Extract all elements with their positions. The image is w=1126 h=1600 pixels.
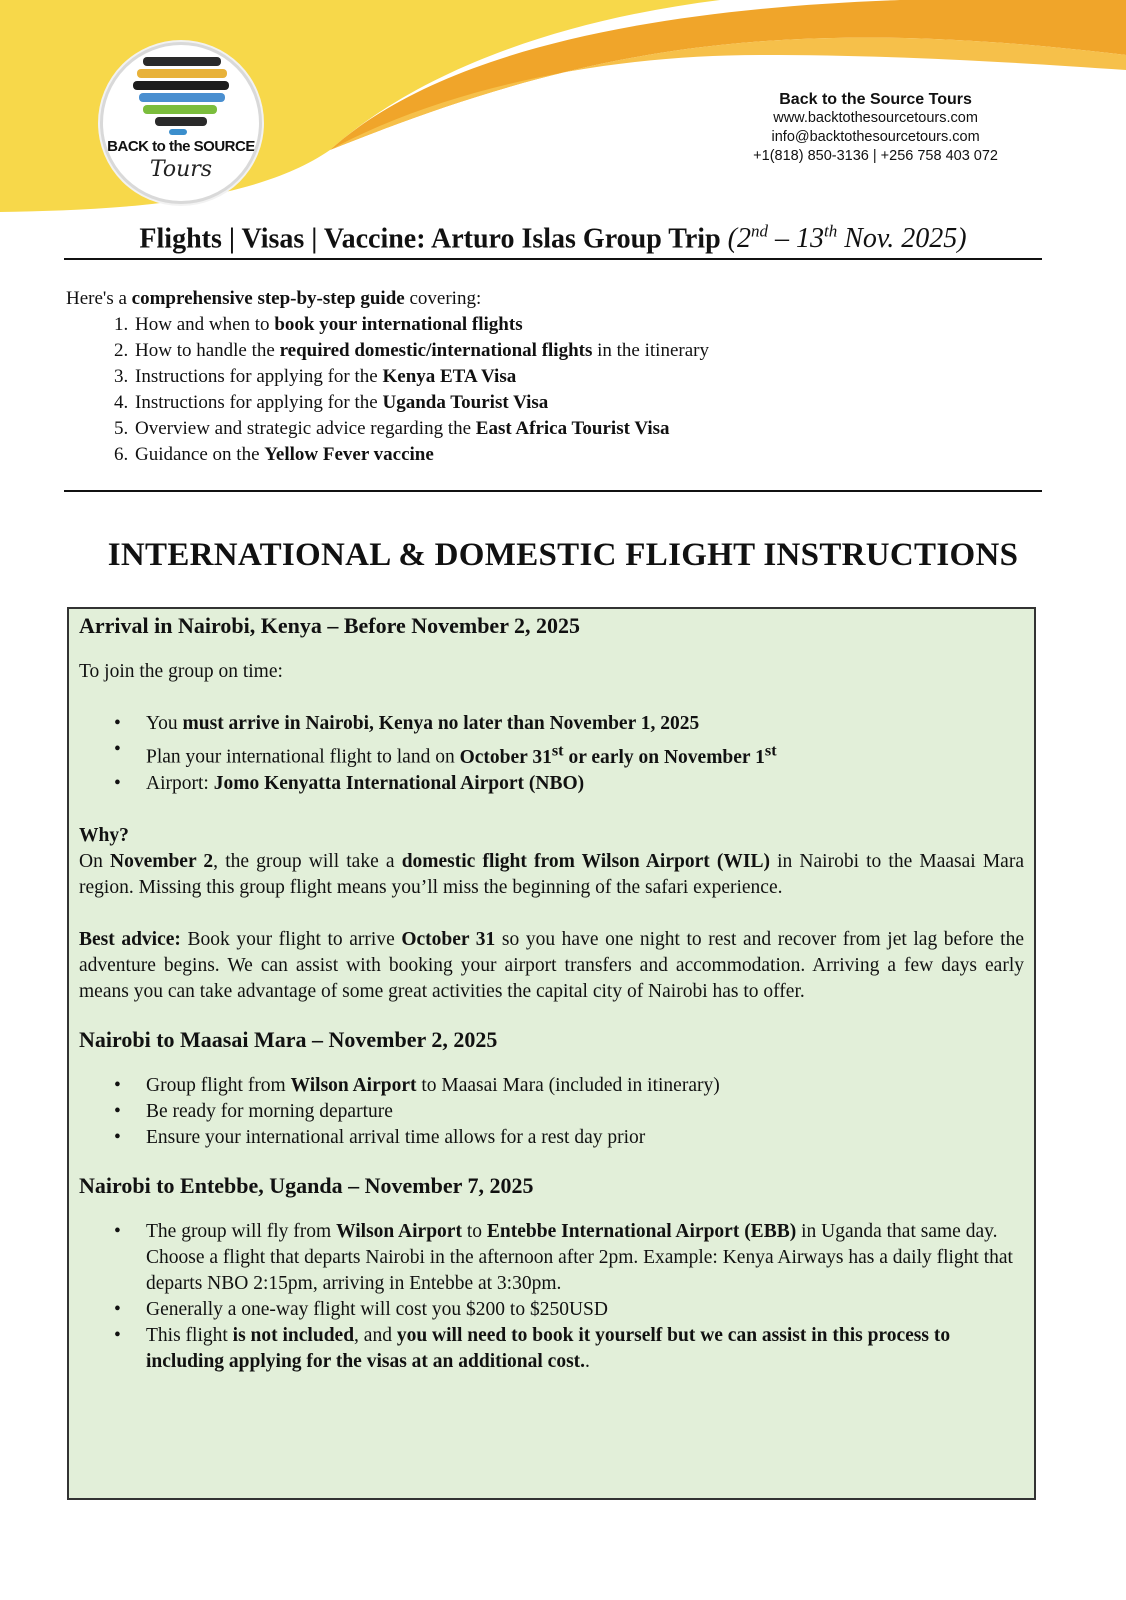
list-item: • The group will fly from Wilson Airport to Entebbe International Airport (EBB) in Uganda that same day. Choose a flight that departs Nairobi in the afternoon after 2pm. Example: Kenya Airways has a daily flight that departs NBO 2:15pm, arriving in Entebbe at 3:30pm. bbox=[146, 1219, 1024, 1297]
company-website[interactable]: www.backtothesourcetours.com bbox=[773, 110, 978, 126]
list-item: • Group flight from Wilson Airport to Maasai Mara (included in itinerary) bbox=[146, 1073, 1024, 1099]
why-label: Why? bbox=[79, 824, 129, 846]
company-email[interactable]: info@backtothesourcetours.com bbox=[771, 129, 980, 145]
why-text: On November 2, the group will take a domestic flight from Wilson Airport (WIL) in Nairobi to the Maasai Mara region. Missing this group flight means you’ll miss the beginning of the safari experience. bbox=[79, 850, 1024, 898]
flight-instructions-box bbox=[67, 607, 1036, 1500]
guide-item: 2. How to handle the required domestic/international flights in the itinerary bbox=[133, 338, 1026, 364]
guide-item: 6. Guidance on the Yellow Fever vaccine bbox=[133, 442, 1026, 468]
arrival-list bbox=[79, 711, 1024, 797]
intro-divider bbox=[64, 490, 1042, 492]
section-heading: INTERNATIONAL & DOMESTIC FLIGHT INSTRUCTIONS bbox=[107, 537, 1019, 573]
company-name: Back to the Source Tours bbox=[779, 91, 972, 108]
mara-list bbox=[79, 1073, 1024, 1151]
best-advice: Best advice: Book your flight to arrive October 31 so you have one night to rest and recover from jet lag before the adventure begins. We can assist with booking your airport transfers and accommodation. Arriving a few days early means you can take advantage of some great activities the capital city of Nairobi has to offer. bbox=[79, 928, 1024, 1002]
logo-wordmark: BACK to the SOURCE bbox=[107, 138, 255, 155]
company-phone: +1(818) 850-3136 | +256 758 403 072 bbox=[753, 148, 998, 164]
title-divider bbox=[64, 258, 1042, 260]
guide-item: 5. Overview and strategic advice regarding the East Africa Tourist Visa bbox=[133, 416, 1026, 442]
guide-item: 4. Instructions for applying for the Uganda Tourist Visa bbox=[133, 390, 1026, 416]
title-dates: (2nd – 13th Nov. 2025) bbox=[727, 222, 967, 255]
intro-section bbox=[66, 286, 1026, 468]
guide-item: 1. How and when to book your international flights bbox=[133, 312, 1026, 338]
company-contact bbox=[753, 90, 998, 166]
intro-lead: Here's a comprehensive step-by-step guide covering: bbox=[66, 288, 482, 309]
entebbe-heading: Nairobi to Entebbe, Uganda – November 7, 2025 bbox=[79, 1172, 534, 1198]
arrival-intro: To join the group on time: bbox=[79, 661, 283, 682]
guide-list bbox=[66, 312, 1026, 468]
list-item: • Airport: Jomo Kenyatta International Airport (NBO) bbox=[146, 771, 1024, 797]
mara-heading: Nairobi to Maasai Mara – November 2, 2025 bbox=[79, 1026, 498, 1052]
list-item: • You must arrive in Nairobi, Kenya no later than November 1, 2025 bbox=[146, 711, 1024, 737]
arrival-heading: Arrival in Nairobi, Kenya – Before November 2, 2025 bbox=[79, 613, 581, 638]
list-item: • Generally a one-way flight will cost you $200 to $250USD bbox=[146, 1297, 1024, 1323]
guide-item: 3. Instructions for applying for the Kenya ETA Visa bbox=[133, 364, 1026, 390]
list-item: • Be ready for morning departure bbox=[146, 1099, 1024, 1125]
list-item: • Ensure your international arrival time allows for a rest day prior bbox=[146, 1125, 1024, 1151]
list-item: • This flight is not included, and you will need to book it yourself but we can assist in this process to including applying for the visas at an additional cost.. bbox=[146, 1323, 1024, 1375]
list-item: • Plan your international flight to land on October 31st or early on November 1st bbox=[146, 737, 1024, 771]
logo-script: Tours bbox=[149, 157, 213, 182]
company-logo bbox=[100, 42, 262, 204]
title-main: Flights | Visas | Vaccine: Arturo Islas Group Trip bbox=[139, 223, 721, 255]
page-title bbox=[64, 222, 1042, 255]
entebbe-list bbox=[79, 1219, 1024, 1375]
